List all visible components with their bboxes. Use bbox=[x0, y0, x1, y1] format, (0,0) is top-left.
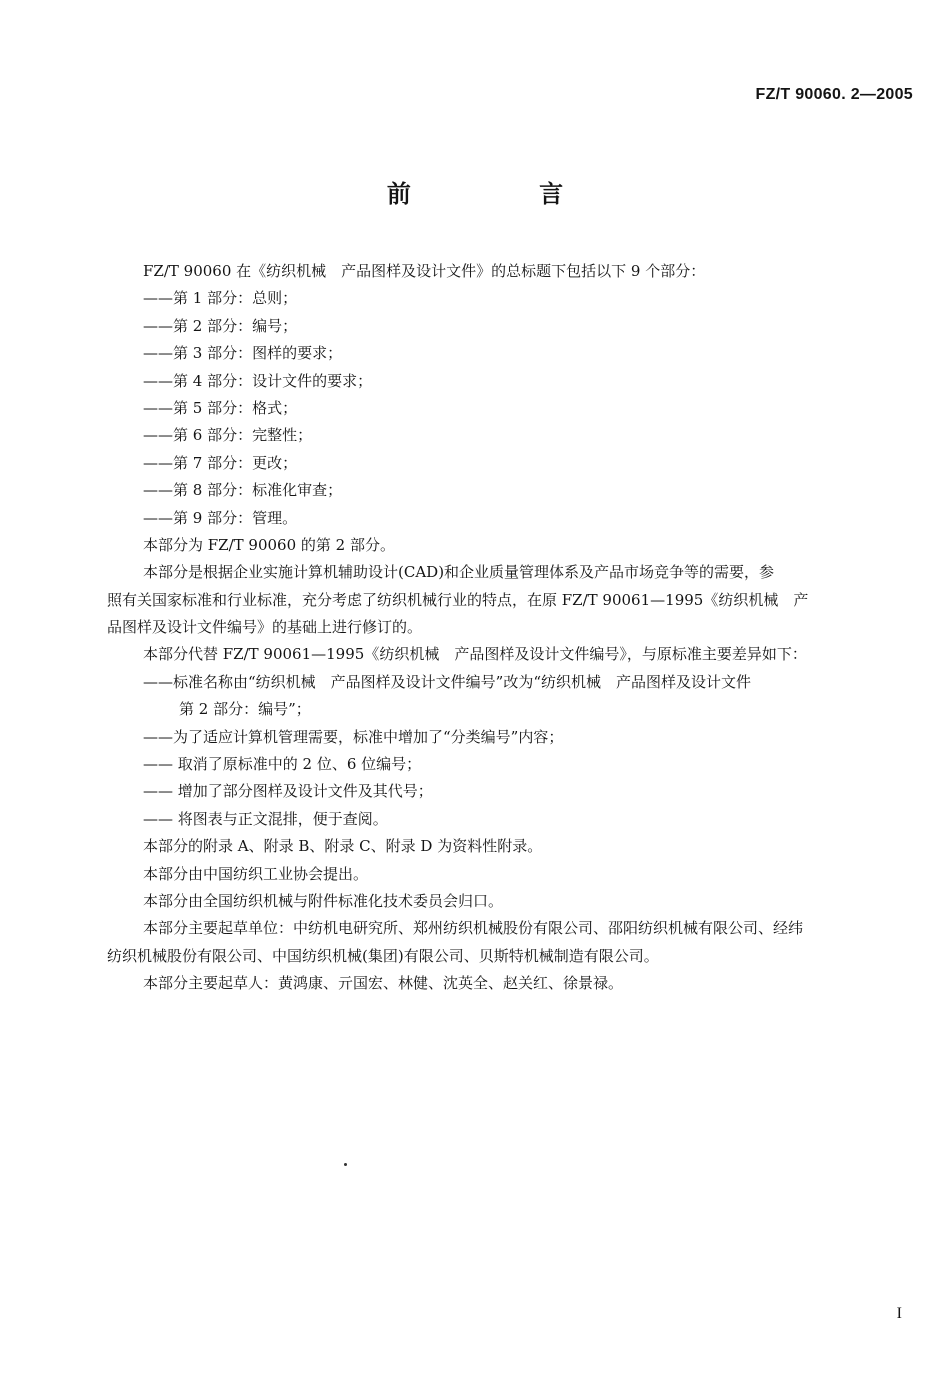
paragraph-line: 本部分由中国纺织工业协会提出。 bbox=[143, 864, 369, 883]
paragraph-line: 本部分为 FZ/T 90060 的第 2 部分。 bbox=[143, 535, 395, 554]
list-item: ——第 1 部分：总则； bbox=[143, 289, 298, 308]
paragraph-line: 本部分的附录 A、附录 B、附录 C、附录 D 为资料性附录。 bbox=[143, 837, 543, 856]
list-item: —— 增加了部分图样及设计文件及其代号； bbox=[143, 782, 433, 801]
list-item: ——标准名称由“纺织机械 产品图样及设计文件编号”改为“纺织机械 产品图样及设计文件 bbox=[143, 672, 752, 691]
list-item: ——第 8 部分：标准化审查； bbox=[143, 481, 343, 500]
page-title: 前 言 bbox=[386, 180, 624, 208]
list-item: ——第 6 部分：完整性； bbox=[143, 426, 313, 445]
standard-code: FZ/T 90060. 2—2005 bbox=[755, 86, 913, 103]
list-item: ——第 9 部分：管理。 bbox=[143, 508, 298, 527]
paragraph-line: 本部分代替 FZ/T 90061—1995《纺织机械 产品图样及设计文件编号》，与原标准主要差异如下： bbox=[143, 645, 807, 664]
page-number: I bbox=[896, 1305, 902, 1322]
list-item: ——第 3 部分：图样的要求； bbox=[143, 344, 343, 363]
list-item: ——第 2 部分：编号； bbox=[143, 316, 298, 335]
foreword-body bbox=[107, 258, 913, 998]
list-item: —— 取消了原标准中的 2 位、6 位编号； bbox=[143, 755, 422, 774]
paragraph-line: 纺织机械股份有限公司、中国纺织机械(集团)有限公司、贝斯特机械制造有限公司。 bbox=[107, 946, 659, 965]
list-item: ——第 5 部分：格式； bbox=[143, 398, 298, 417]
paragraph-line: 照有关国家标准和行业标准，充分考虑了纺织机械行业的特点，在原 FZ/T 90061—1995《纺织机械 产 bbox=[107, 590, 809, 609]
list-item-continuation: 第 2 部分：编号”； bbox=[179, 700, 311, 719]
scan-speck bbox=[344, 1163, 347, 1166]
paragraph-line: 本部分由全国纺织机械与附件标准化技术委员会归口。 bbox=[143, 891, 504, 910]
paragraph-line: 本部分主要起草单位：中纺机电研究所、郑州纺织机械股份有限公司、邵阳纺织机械有限公司、经纬 bbox=[143, 919, 804, 938]
paragraph-line: 本部分是根据企业实施计算机辅助设计(CAD)和企业质量管理体系及产品市场竞争等的需要，参 bbox=[143, 563, 775, 582]
list-item: ——第 7 部分：更改； bbox=[143, 453, 298, 472]
paragraph-line: 品图样及设计文件编号》的基础上进行修订的。 bbox=[107, 618, 423, 637]
list-item: ——为了适应计算机管理需要，标准中增加了“分类编号”内容； bbox=[143, 727, 564, 746]
list-item: —— 将图表与正文混排，便于查阅。 bbox=[143, 809, 388, 828]
paragraph-line: 本部分主要起草人：黄鸿康、亓国宏、林健、沈英全、赵关红、徐景禄。 bbox=[143, 974, 624, 993]
list-item: ——第 4 部分：设计文件的要求； bbox=[143, 371, 373, 390]
paragraph-line: FZ/T 90060 在《纺织机械 产品图样及设计文件》的总标题下包括以下 9 个部分： bbox=[143, 262, 706, 280]
